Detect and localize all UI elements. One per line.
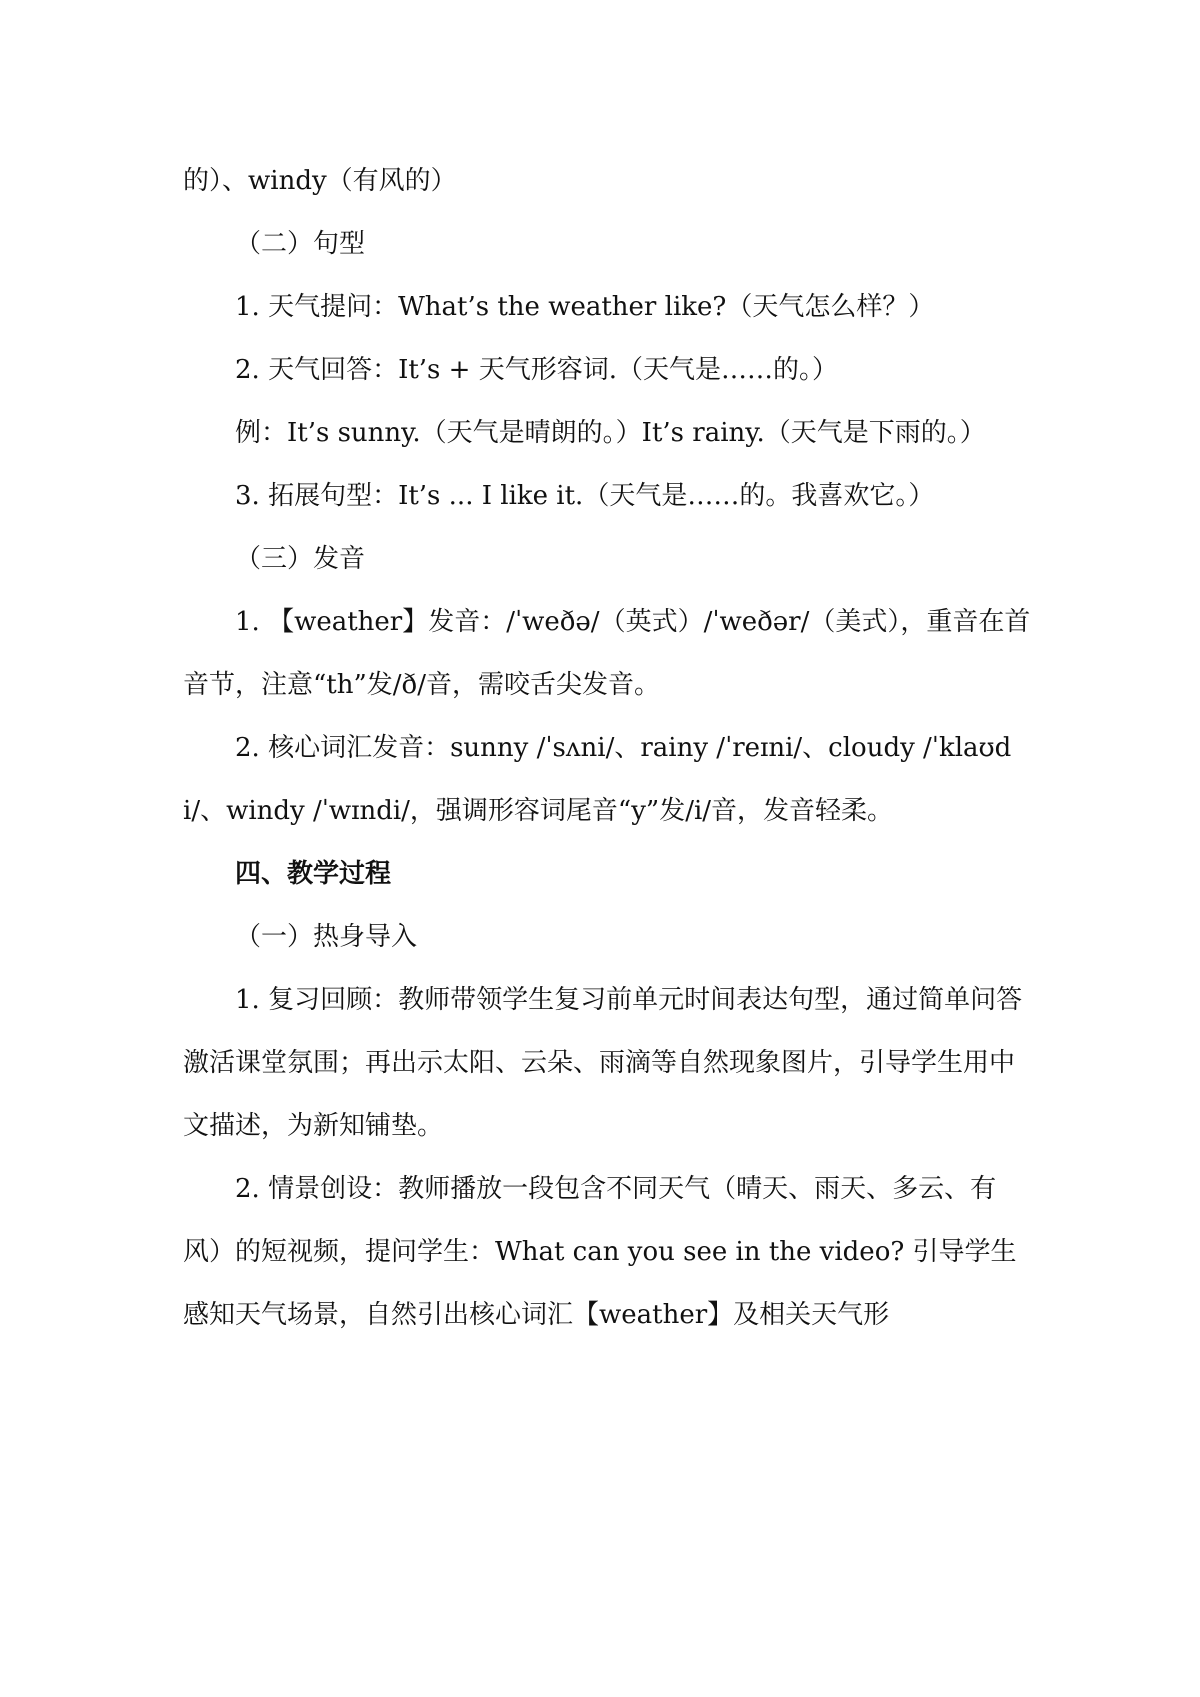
subheading-pronunciation: （三）发音: [235, 544, 366, 574]
paragraph-weather-answer: 2. 天气回答：It’s + 天气形容词.（天气是……的。）: [235, 355, 838, 385]
paragraph-review: 1. 复习回顾：教师带领学生复习前单元时间表达句型，通过简单问答激活课堂氛围；再出示太阳、云朵、雨滴等自然现象图片，引导学生用中文描述，为新知铺垫。: [183, 985, 1023, 1141]
subheading-warm-up: （一）热身导入: [235, 922, 418, 952]
paragraph-scenario: 2. 情景创设：教师播放一段包含不同天气（晴天、雨天、多云、有风）的短视频，提问学生：What can you see in the video? 引导学生感知天气场景，自然引出核心词汇【weather】及相关天气形: [183, 1174, 1017, 1330]
document-page: [183, 150, 1033, 1347]
paragraph-weather-question: 1. 天气提问：What’s the weather like?（天气怎么样？）: [235, 292, 935, 322]
paragraph-example: 例：It’s sunny.（天气是晴朗的。）It’s rainy.（天气是下雨的。）: [235, 418, 986, 448]
section-heading-teaching-process: 四、教学过程: [235, 859, 392, 889]
paragraph-weather-pronunciation: 1. 【weather】发音：/ˈweðə/（英式）/ˈweðər/（美式），重音在首音节，注意“th”发/ð/音，需咬舌尖发音。: [183, 607, 1031, 700]
paragraph-extended-pattern: 3. 拓展句型：It’s ... I like it.（天气是……的。我喜欢它。）: [235, 481, 935, 511]
subheading-sentence-patterns: （二）句型: [235, 229, 366, 259]
paragraph-continuation: 的）、windy（有风的）: [183, 166, 457, 196]
paragraph-core-vocab-pronunciation: 2. 核心词汇发音：sunny /ˈsʌni/、rainy /ˈreɪni/、cloudy /ˈklaʊdi/、windy /ˈwɪndi/，强调形容词尾音“y”发/i/音，发音轻柔。: [183, 733, 1012, 826]
